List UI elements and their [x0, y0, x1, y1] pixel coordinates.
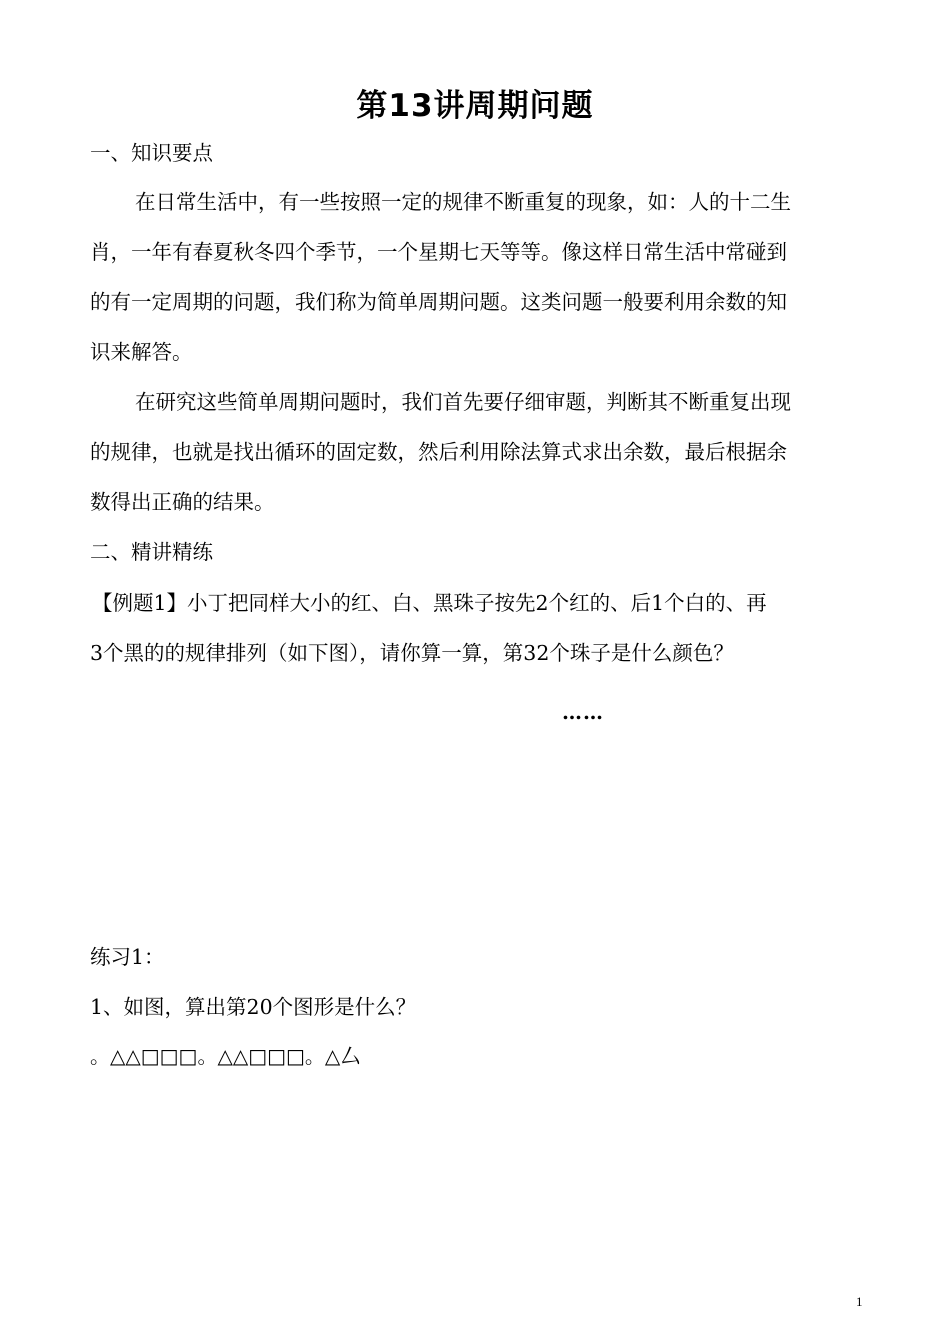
page-number: 1 [856, 1294, 863, 1309]
example-line: 3个黑的的规律排列（如下图），请你算一算，第32个珠子是什么颜色？ [90, 641, 734, 665]
paragraph-line: 数得出正确的结果。 [90, 490, 275, 514]
page-title: 第13讲周期问题 [356, 88, 594, 124]
paragraph-line: 的规律，也就是找出循环的固定数，然后利用除法算式求出余数，最后根据余 [90, 440, 787, 464]
section-heading-practice: 二、精讲精练 [90, 540, 213, 564]
practice-question: 1、如图，算出第20个图形是什么？ [90, 995, 417, 1019]
paragraph-line: 的有一定周期的问题，我们称为简单周期问题。这类问题一般要利用余数的知 [90, 290, 787, 314]
shape-sequence: 。△△□□□。△△□□□。△厶 [90, 1044, 361, 1068]
paragraph-line: 识来解答。 [90, 340, 193, 364]
paragraph-line: 肖，一年有春夏秋冬四个季节，一个星期七天等等。像这样日常生活中常碰到 [90, 240, 787, 264]
practice-heading: 练习1： [90, 945, 165, 969]
paragraph-line: 在日常生活中，有一些按照一定的规律不断重复的现象，如：人的十二生 [135, 190, 791, 214]
example-line: 【例题1】小丁把同样大小的红、白、黑珠子按先2个红的、后1个白的、再 [92, 591, 767, 615]
ellipsis: …… [562, 700, 604, 724]
paragraph-line: 在研究这些简单周期问题时，我们首先要仔细审题，判断其不断重复出现 [135, 390, 791, 414]
section-heading-knowledge: 一、知识要点 [90, 141, 213, 165]
